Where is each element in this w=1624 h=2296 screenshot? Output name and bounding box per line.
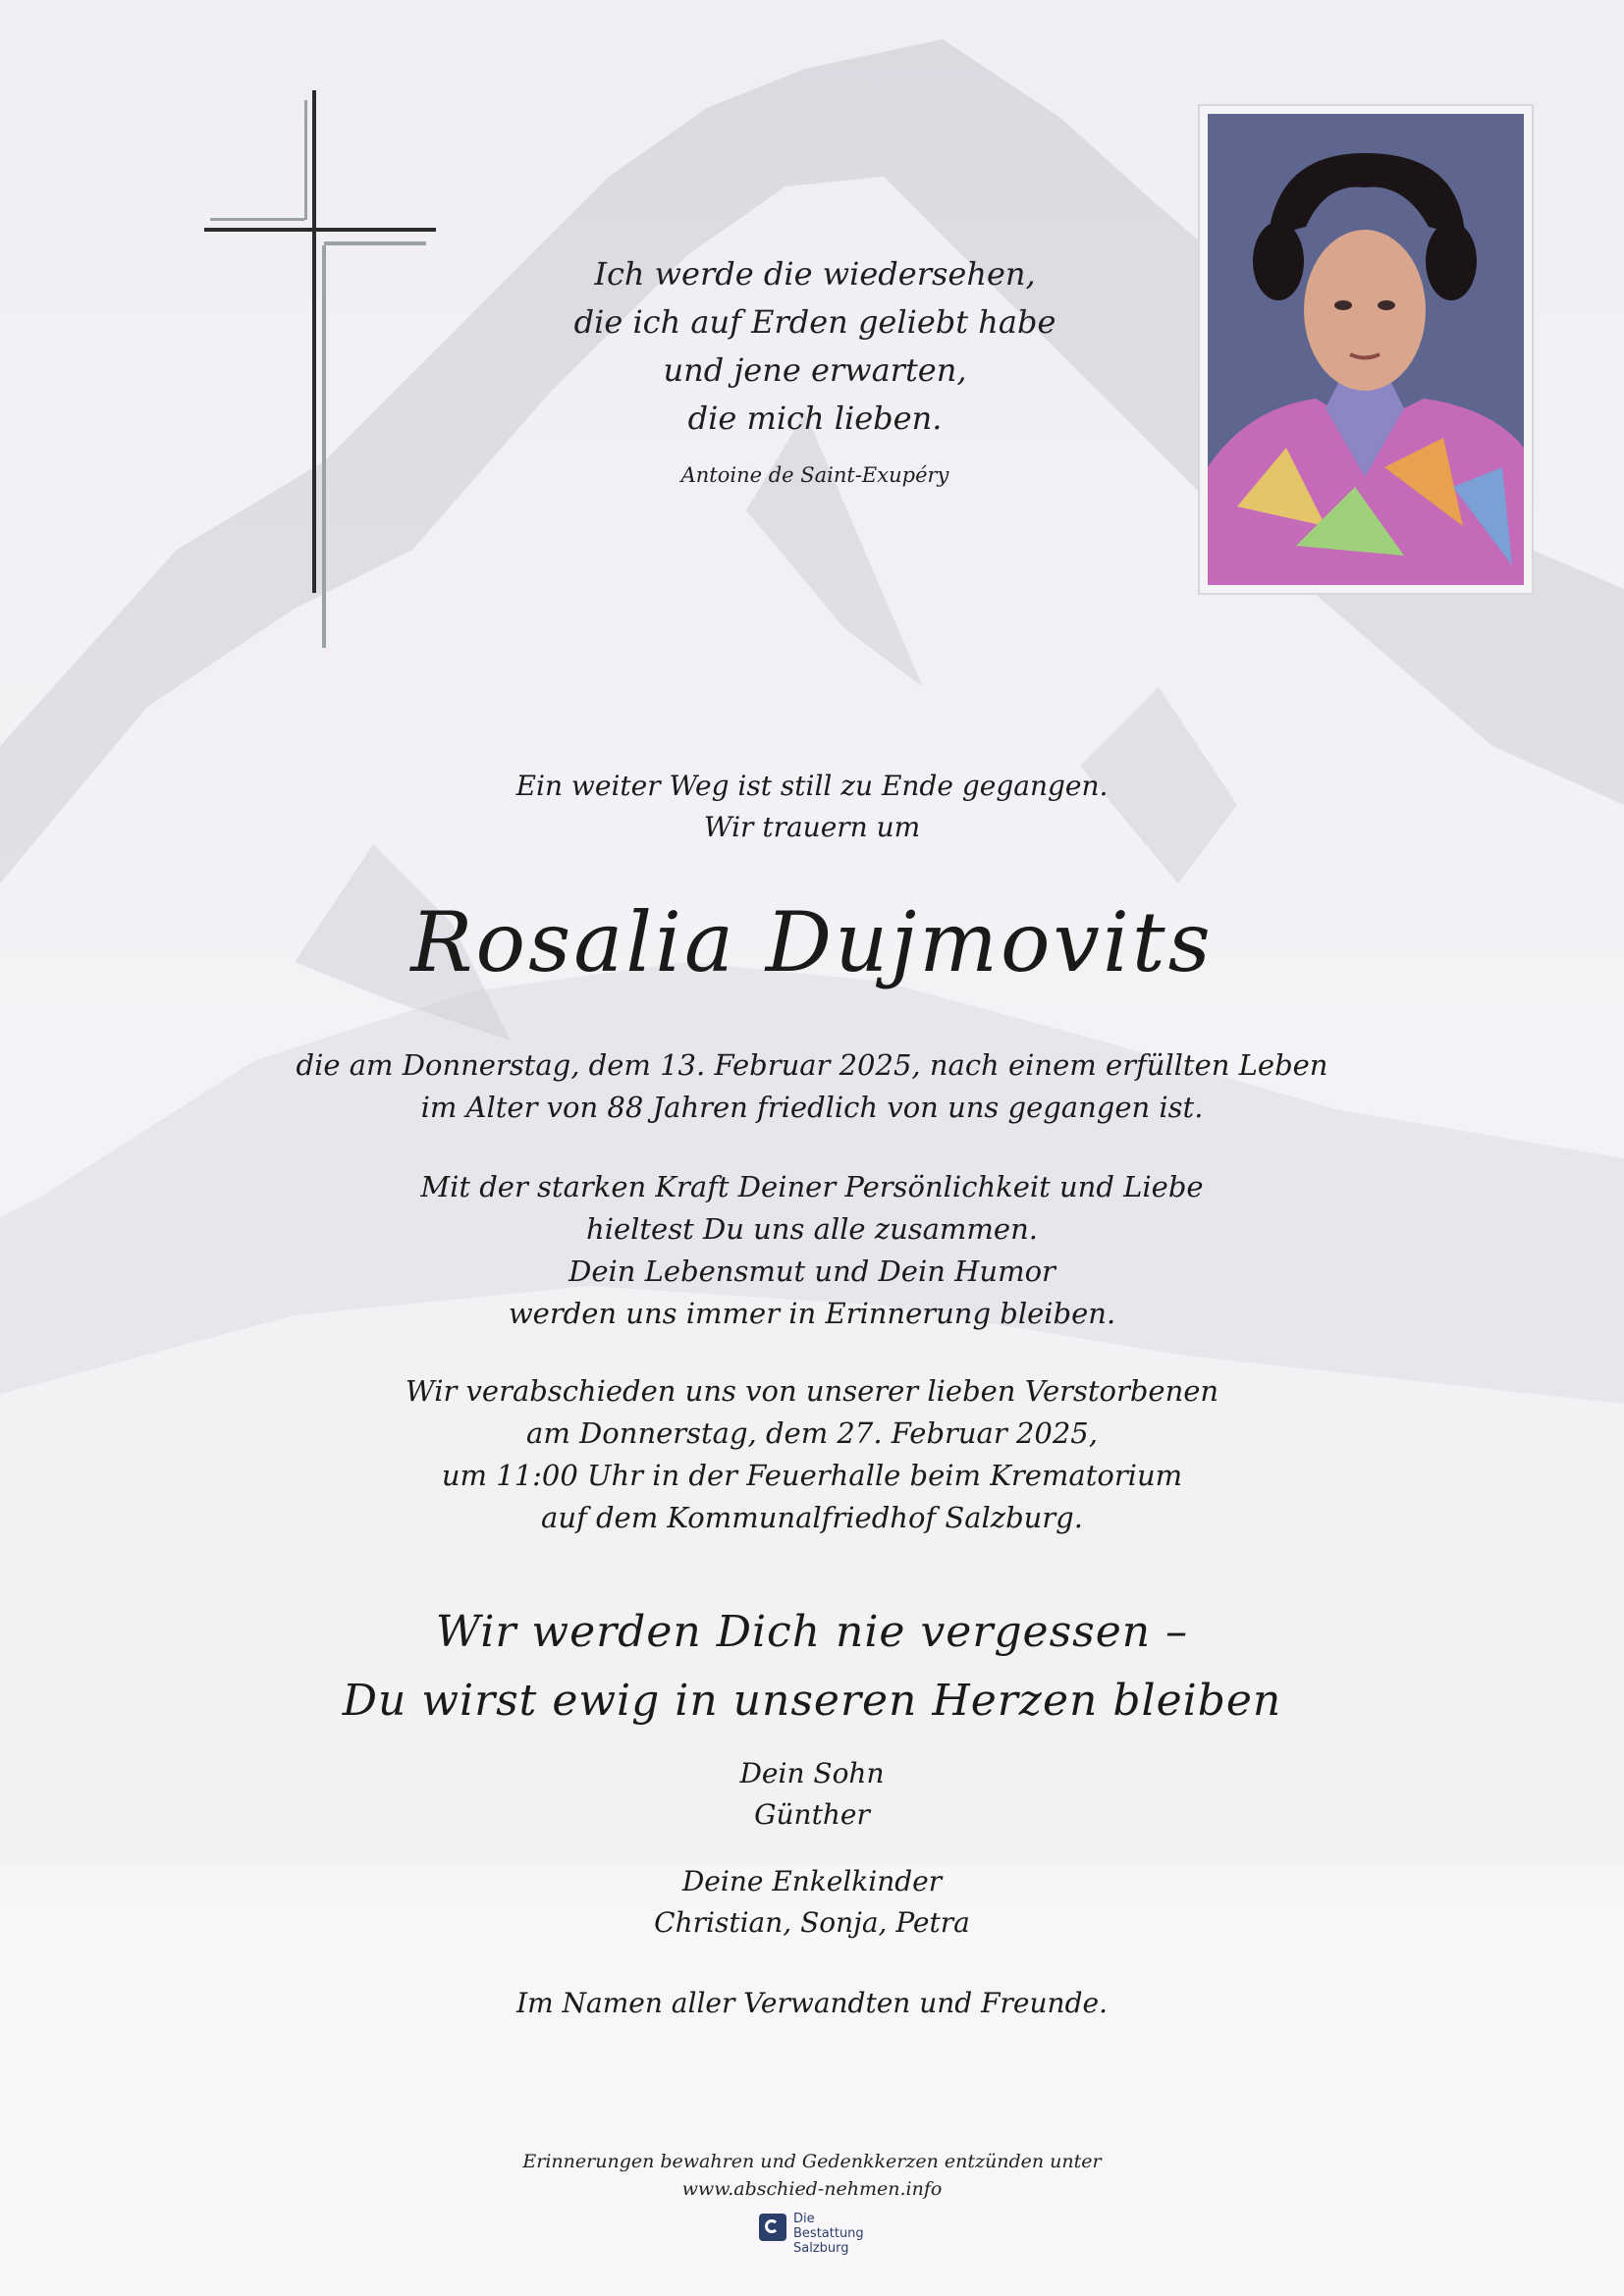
grandchildren-title: Deine Enkelkinder	[681, 1865, 943, 1897]
portrait-frame	[1198, 104, 1534, 595]
bestattung-logo	[759, 2212, 887, 2256]
portrait-photo	[1208, 114, 1524, 585]
footer-text: Erinnerungen bewahren und Gedenkkerzen entzünden unter	[522, 2151, 1102, 2172]
relatives-signature: Im Namen aller Verwandten und Freunde.	[516, 1987, 1108, 2019]
death-notice-paragraph	[0, 1044, 1624, 1129]
paragraph-line: werden uns immer in Erinnerung bleiben.	[508, 1297, 1116, 1330]
paragraph-line: Dein Lebensmut und Dein Humor	[568, 1255, 1056, 1288]
quote-line: Ich werde die wiedersehen,	[594, 255, 1036, 293]
farewell-paragraph	[0, 1370, 1624, 1539]
portrait-illustration	[1208, 114, 1524, 585]
paragraph-line: Mit der starken Kraft Deiner Persönlichkeit und Liebe	[420, 1170, 1204, 1203]
son-name: Günther	[754, 1798, 870, 1831]
paragraph-line: auf dem Kommunalfriedhof Salzburg.	[541, 1501, 1083, 1534]
logo-icon	[759, 2214, 786, 2241]
quote-block	[530, 250, 1100, 490]
paragraph-line: Wir verabschieden uns von unserer lieben Verstorbenen	[405, 1374, 1219, 1408]
quote-line: die mich lieben.	[687, 400, 943, 437]
grandchildren-signature	[0, 1861, 1624, 1944]
grandchildren-names: Christian, Sonja, Petra	[654, 1906, 970, 1939]
footer	[0, 2148, 1624, 2203]
quote-author: Antoine de Saint-Exupéry	[680, 463, 949, 487]
closing-line: Du wirst ewig in unseren Herzen bleiben	[342, 1676, 1282, 1726]
intro-line: Wir trauern um	[703, 811, 921, 843]
intro-text	[0, 766, 1624, 848]
paragraph-line: um 11:00 Uhr in der Feuerhalle beim Krematorium	[441, 1459, 1183, 1492]
son-title: Dein Sohn	[739, 1757, 885, 1789]
quote-line: und jene erwarten,	[663, 351, 967, 389]
footer-url[interactable]: www.abschied-nehmen.info	[681, 2178, 943, 2200]
deceased-name: Rosalia Dujmovits	[410, 894, 1214, 990]
closing-line: Wir werden Dich nie vergessen –	[435, 1607, 1189, 1657]
paragraph-line: im Alter von 88 Jahren friedlich von uns gegangen ist.	[420, 1091, 1204, 1124]
paragraph-line: die am Donnerstag, dem 13. Februar 2025, nach einem erfüllten Leben	[296, 1048, 1328, 1082]
quote-line: die ich auf Erden geliebt habe	[573, 303, 1056, 341]
closing-verse	[0, 1598, 1624, 1735]
cross-icon	[196, 88, 452, 658]
paragraph-line: am Donnerstag, dem 27. Februar 2025,	[526, 1416, 1098, 1450]
tribute-paragraph	[0, 1166, 1624, 1335]
logo-text: Die Bestattung Salzburg	[793, 2212, 864, 2256]
paragraph-line: hieltest Du uns alle zusammen.	[586, 1212, 1038, 1246]
intro-line: Ein weiter Weg ist still zu Ende gegangen.	[515, 770, 1109, 802]
son-signature	[0, 1753, 1624, 1836]
